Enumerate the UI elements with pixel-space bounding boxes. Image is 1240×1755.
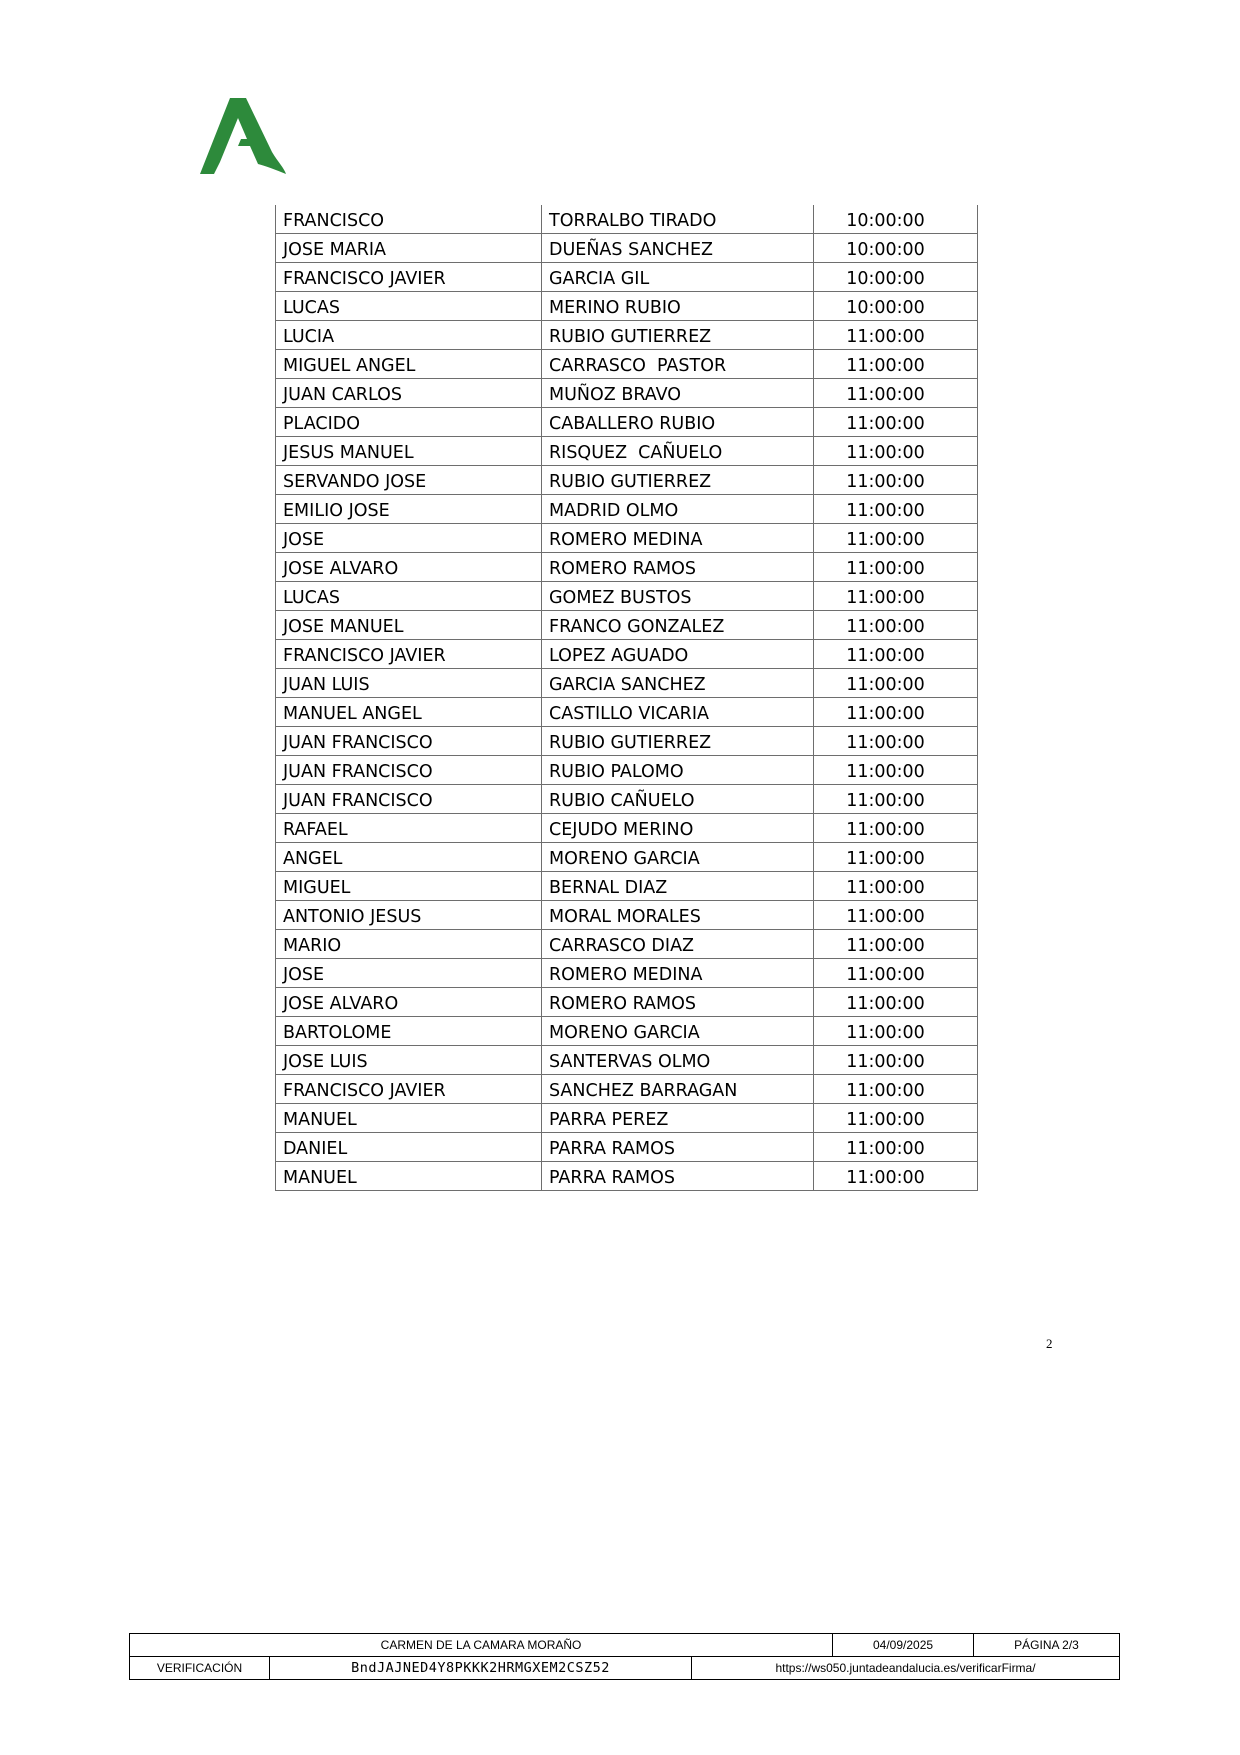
- first-name-cell: EMILIO JOSE: [276, 495, 542, 524]
- first-name-cell: FRANCISCO JAVIER: [276, 263, 542, 292]
- first-name-cell: MIGUEL ANGEL: [276, 350, 542, 379]
- table-row: [276, 814, 978, 843]
- table-row: [276, 901, 978, 930]
- surname-cell: MORAL MORALES: [542, 901, 814, 930]
- table-row: [276, 611, 978, 640]
- surname-cell: TORRALBO TIRADO: [542, 205, 814, 234]
- table-row: [276, 524, 978, 553]
- first-name-cell: JUAN LUIS: [276, 669, 542, 698]
- first-name-cell: LUCAS: [276, 582, 542, 611]
- first-name-cell: JOSE ALVARO: [276, 553, 542, 582]
- time-cell: 11:00:00: [814, 1104, 978, 1133]
- signer-name: CARMEN DE LA CAMARA MORAÑO: [130, 1634, 833, 1657]
- first-name-cell: JOSE MARIA: [276, 234, 542, 263]
- signature-date: 04/09/2025: [833, 1634, 974, 1657]
- table-row: [276, 930, 978, 959]
- surname-cell: RISQUEZ CAÑUELO: [542, 437, 814, 466]
- table-row: [276, 321, 978, 350]
- time-cell: 11:00:00: [814, 408, 978, 437]
- table-row: [276, 1133, 978, 1162]
- table-row: [276, 234, 978, 263]
- table-row: [276, 1075, 978, 1104]
- schedule-table: [275, 205, 978, 1191]
- time-cell: 11:00:00: [814, 1046, 978, 1075]
- verification-label: VERIFICACIÓN: [130, 1657, 270, 1680]
- time-cell: 11:00:00: [814, 495, 978, 524]
- time-cell: 11:00:00: [814, 1133, 978, 1162]
- first-name-cell: FRANCISCO JAVIER: [276, 1075, 542, 1104]
- surname-cell: ROMERO MEDINA: [542, 959, 814, 988]
- time-cell: 11:00:00: [814, 582, 978, 611]
- surname-cell: CEJUDO MERINO: [542, 814, 814, 843]
- first-name-cell: MANUEL: [276, 1162, 542, 1191]
- table-row: [276, 553, 978, 582]
- first-name-cell: JOSE: [276, 959, 542, 988]
- time-cell: 11:00:00: [814, 1075, 978, 1104]
- time-cell: 11:00:00: [814, 1017, 978, 1046]
- signature-page: PÁGINA 2/3: [974, 1634, 1120, 1657]
- time-cell: 11:00:00: [814, 640, 978, 669]
- junta-andalucia-logo-icon: [200, 96, 286, 176]
- time-cell: 11:00:00: [814, 669, 978, 698]
- table-row: [276, 408, 978, 437]
- table-row: [276, 379, 978, 408]
- time-cell: 11:00:00: [814, 1162, 978, 1191]
- surname-cell: MADRID OLMO: [542, 495, 814, 524]
- first-name-cell: JUAN FRANCISCO: [276, 727, 542, 756]
- first-name-cell: JUAN FRANCISCO: [276, 756, 542, 785]
- first-name-cell: BARTOLOME: [276, 1017, 542, 1046]
- time-cell: 11:00:00: [814, 379, 978, 408]
- table-row: [276, 785, 978, 814]
- table-row: [276, 1046, 978, 1075]
- first-name-cell: FRANCISCO: [276, 205, 542, 234]
- surname-cell: CARRASCO PASTOR: [542, 350, 814, 379]
- surname-cell: RUBIO GUTIERREZ: [542, 466, 814, 495]
- first-name-cell: JOSE ALVARO: [276, 988, 542, 1017]
- surname-cell: RUBIO CAÑUELO: [542, 785, 814, 814]
- time-cell: 10:00:00: [814, 263, 978, 292]
- surname-cell: CASTILLO VICARIA: [542, 698, 814, 727]
- verification-code: BndJAJNED4Y8PKKK2HRMGXEM2CSZ52: [270, 1657, 692, 1680]
- first-name-cell: DANIEL: [276, 1133, 542, 1162]
- first-name-cell: JOSE MANUEL: [276, 611, 542, 640]
- first-name-cell: JUAN CARLOS: [276, 379, 542, 408]
- first-name-cell: RAFAEL: [276, 814, 542, 843]
- surname-cell: GARCIA SANCHEZ: [542, 669, 814, 698]
- table-row: [276, 669, 978, 698]
- time-cell: 11:00:00: [814, 843, 978, 872]
- time-cell: 11:00:00: [814, 785, 978, 814]
- table-row: [276, 205, 978, 234]
- table-row: [276, 292, 978, 321]
- table-row: [276, 640, 978, 669]
- surname-cell: MORENO GARCIA: [542, 843, 814, 872]
- time-cell: 11:00:00: [814, 988, 978, 1017]
- table-row: [276, 959, 978, 988]
- first-name-cell: MIGUEL: [276, 872, 542, 901]
- time-cell: 11:00:00: [814, 930, 978, 959]
- first-name-cell: JOSE: [276, 524, 542, 553]
- time-cell: 11:00:00: [814, 553, 978, 582]
- table-row: [276, 263, 978, 292]
- first-name-cell: SERVANDO JOSE: [276, 466, 542, 495]
- time-cell: 11:00:00: [814, 524, 978, 553]
- first-name-cell: LUCIA: [276, 321, 542, 350]
- time-cell: 11:00:00: [814, 321, 978, 350]
- surname-cell: ROMERO RAMOS: [542, 988, 814, 1017]
- time-cell: 10:00:00: [814, 292, 978, 321]
- time-cell: 11:00:00: [814, 872, 978, 901]
- surname-cell: PARRA RAMOS: [542, 1162, 814, 1191]
- table-row: [276, 1017, 978, 1046]
- surname-cell: RUBIO GUTIERREZ: [542, 727, 814, 756]
- time-cell: 11:00:00: [814, 814, 978, 843]
- surname-cell: ROMERO MEDINA: [542, 524, 814, 553]
- surname-cell: FRANCO GONZALEZ: [542, 611, 814, 640]
- first-name-cell: LUCAS: [276, 292, 542, 321]
- surname-cell: CABALLERO RUBIO: [542, 408, 814, 437]
- time-cell: 10:00:00: [814, 205, 978, 234]
- table-row: [276, 1104, 978, 1133]
- first-name-cell: ANGEL: [276, 843, 542, 872]
- surname-cell: CARRASCO DIAZ: [542, 930, 814, 959]
- time-cell: 11:00:00: [814, 611, 978, 640]
- table-row: [276, 872, 978, 901]
- surname-cell: ROMERO RAMOS: [542, 553, 814, 582]
- time-cell: 11:00:00: [814, 350, 978, 379]
- time-cell: 10:00:00: [814, 234, 978, 263]
- signature-footer: [129, 1633, 1120, 1680]
- surname-cell: RUBIO GUTIERREZ: [542, 321, 814, 350]
- surname-cell: SANCHEZ BARRAGAN: [542, 1075, 814, 1104]
- time-cell: 11:00:00: [814, 698, 978, 727]
- page-number: 2: [1046, 1336, 1053, 1351]
- surname-cell: GARCIA GIL: [542, 263, 814, 292]
- table-row: [276, 1162, 978, 1191]
- first-name-cell: MANUEL ANGEL: [276, 698, 542, 727]
- first-name-cell: FRANCISCO JAVIER: [276, 640, 542, 669]
- surname-cell: MORENO GARCIA: [542, 1017, 814, 1046]
- first-name-cell: ANTONIO JESUS: [276, 901, 542, 930]
- surname-cell: SANTERVAS OLMO: [542, 1046, 814, 1075]
- surname-cell: DUEÑAS SANCHEZ: [542, 234, 814, 263]
- surname-cell: PARRA PEREZ: [542, 1104, 814, 1133]
- time-cell: 11:00:00: [814, 437, 978, 466]
- table-row: [276, 466, 978, 495]
- schedule-table-body: [276, 205, 978, 1191]
- surname-cell: BERNAL DIAZ: [542, 872, 814, 901]
- time-cell: 11:00:00: [814, 756, 978, 785]
- first-name-cell: JESUS MANUEL: [276, 437, 542, 466]
- table-row: [276, 988, 978, 1017]
- table-row: [276, 727, 978, 756]
- surname-cell: RUBIO PALOMO: [542, 756, 814, 785]
- verification-url: https://ws050.juntadeandalucia.es/verificarFirma/: [692, 1657, 1120, 1680]
- time-cell: 11:00:00: [814, 901, 978, 930]
- table-row: [276, 350, 978, 379]
- table-row: [276, 437, 978, 466]
- surname-cell: GOMEZ BUSTOS: [542, 582, 814, 611]
- table-row: [276, 495, 978, 524]
- first-name-cell: JOSE LUIS: [276, 1046, 542, 1075]
- first-name-cell: PLACIDO: [276, 408, 542, 437]
- first-name-cell: MANUEL: [276, 1104, 542, 1133]
- table-row: [276, 756, 978, 785]
- surname-cell: LOPEZ AGUADO: [542, 640, 814, 669]
- time-cell: 11:00:00: [814, 466, 978, 495]
- time-cell: 11:00:00: [814, 959, 978, 988]
- first-name-cell: JUAN FRANCISCO: [276, 785, 542, 814]
- table-row: [276, 698, 978, 727]
- surname-cell: PARRA RAMOS: [542, 1133, 814, 1162]
- surname-cell: MERINO RUBIO: [542, 292, 814, 321]
- table-row: [276, 843, 978, 872]
- time-cell: 11:00:00: [814, 727, 978, 756]
- surname-cell: MUÑOZ BRAVO: [542, 379, 814, 408]
- first-name-cell: MARIO: [276, 930, 542, 959]
- table-row: [276, 582, 978, 611]
